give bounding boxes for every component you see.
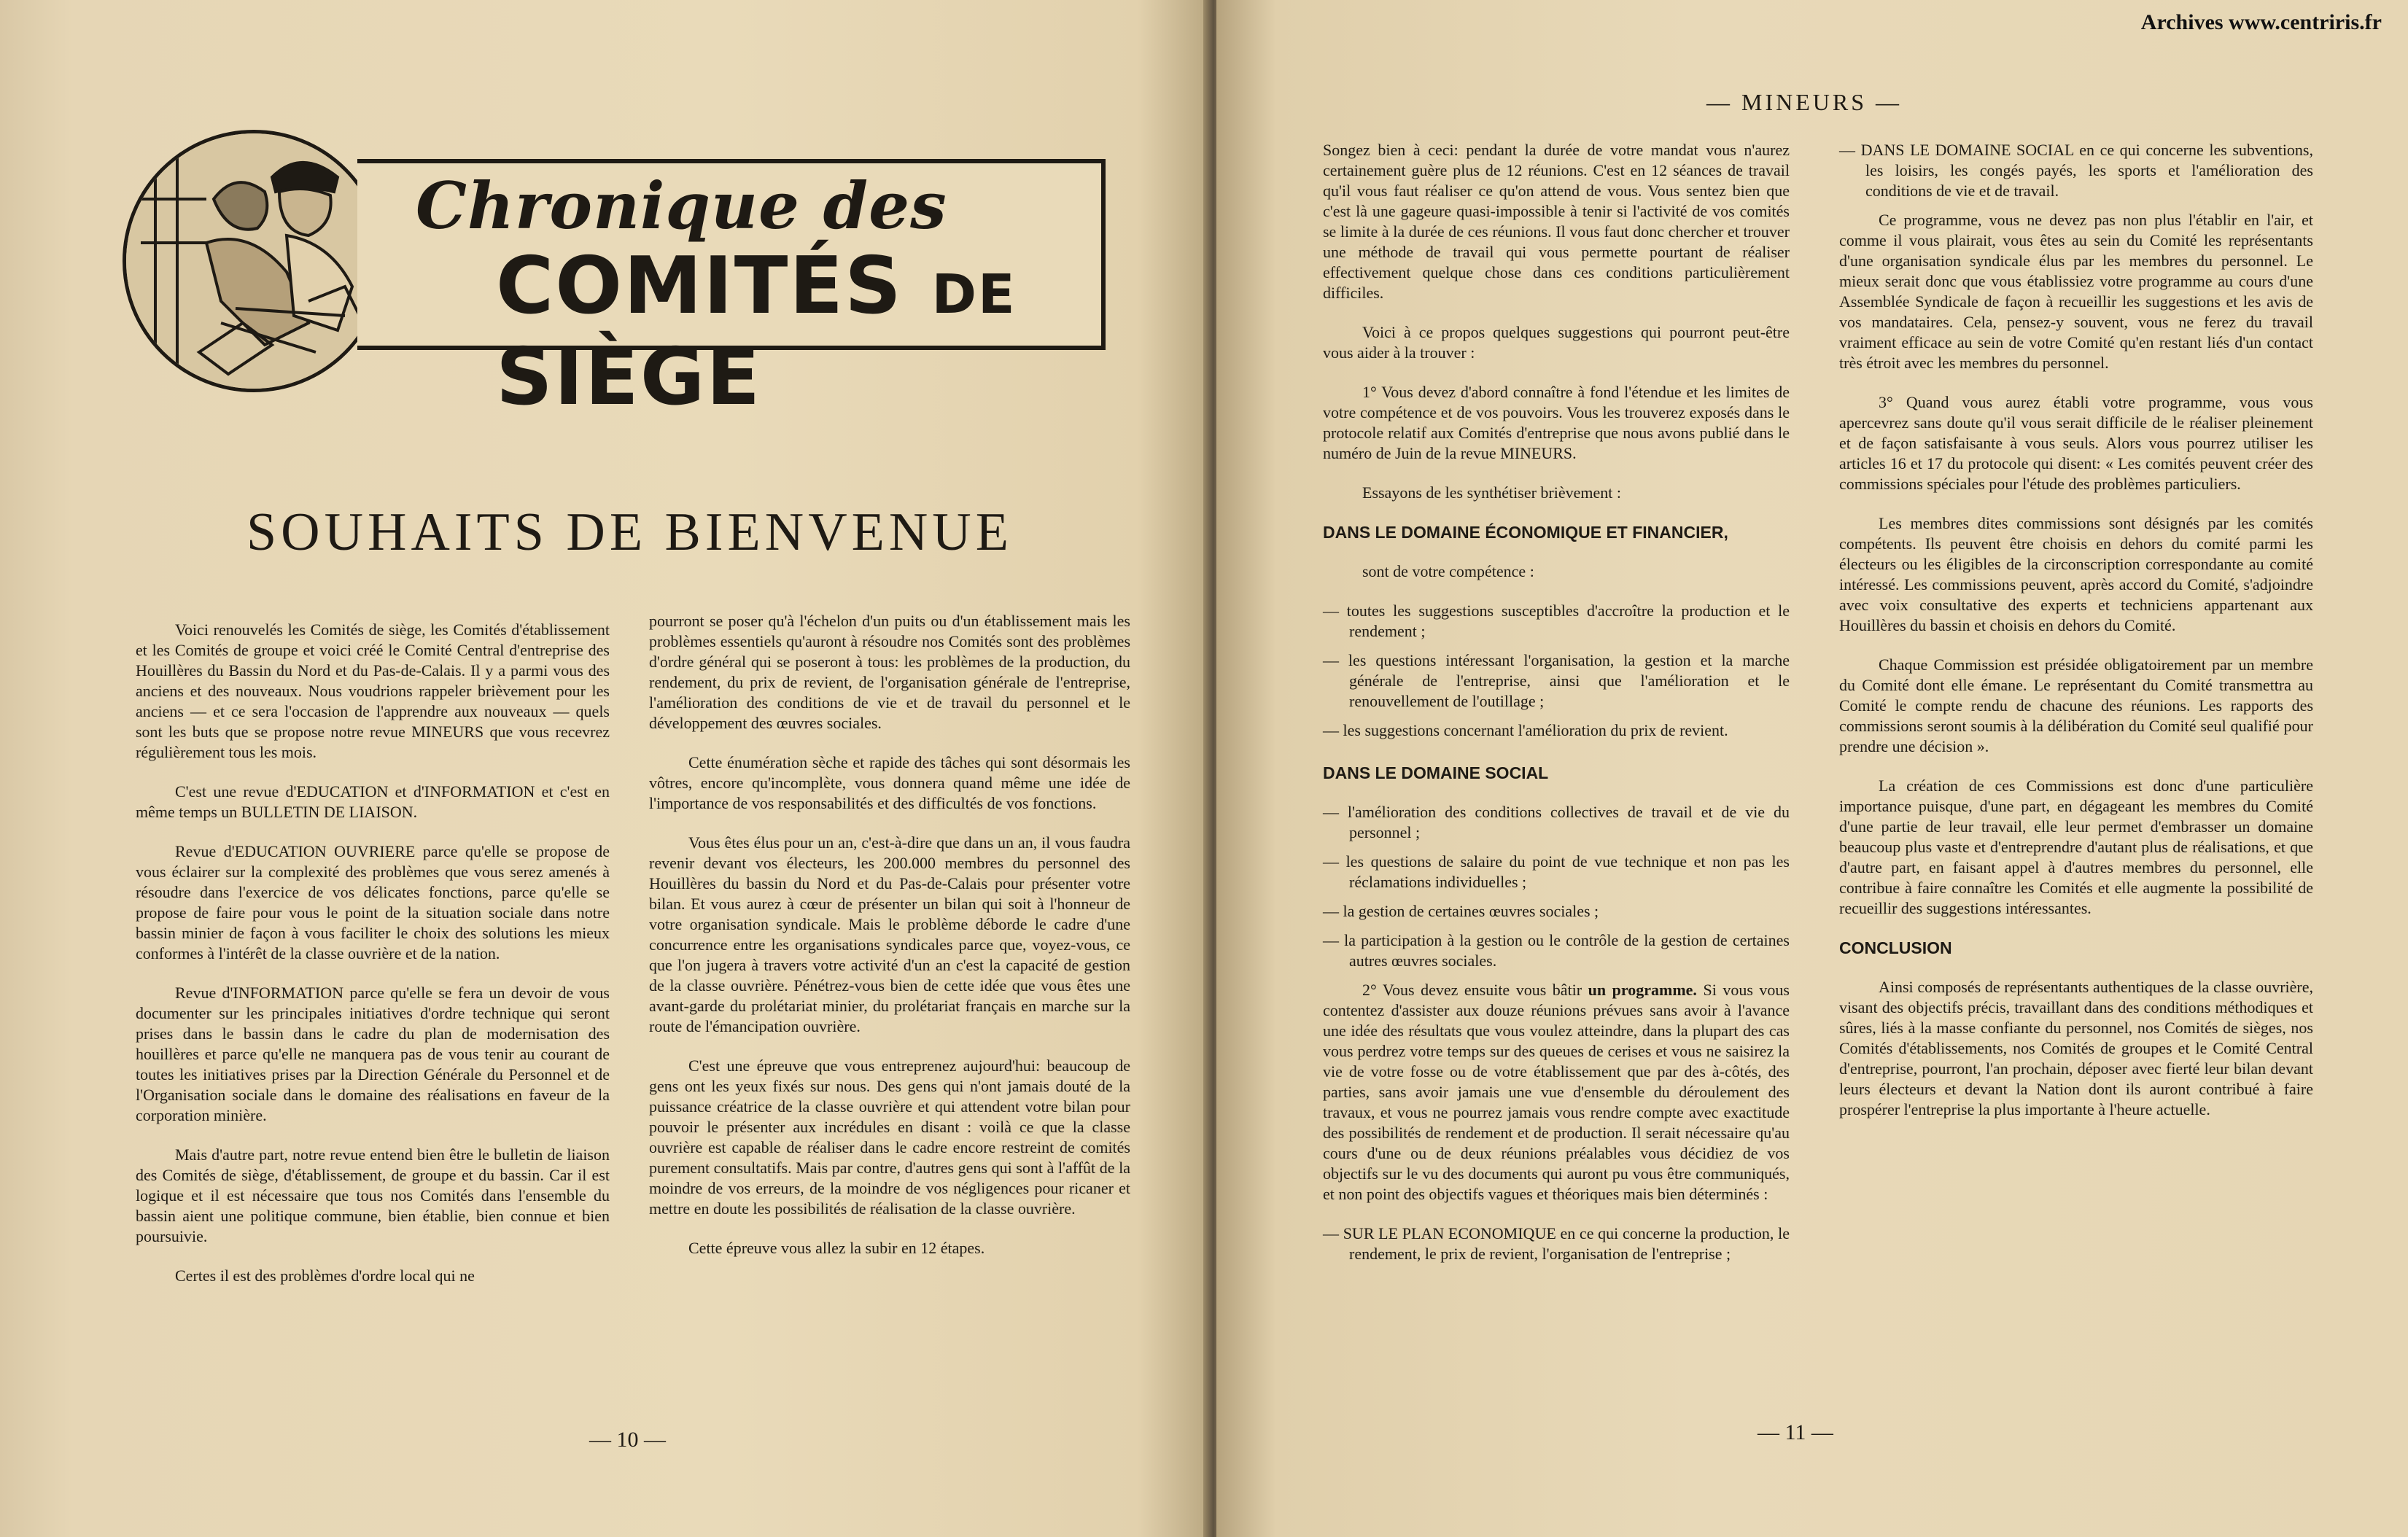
banner-script-title: Chronique des bbox=[416, 168, 947, 244]
paragraph: Cette épreuve vous allez la subir en 12 étapes. bbox=[688, 1239, 985, 1257]
paragraph: C'est une épreuve que vous entreprenez aujourd'hui: beaucoup de gens ont les yeux fixés sur nous. Des gens qui n'ont jamais douté de la puissance créatrice de la classe ouvrière et qui attendent votre bilan pour pouvoir le présenter aux incrédules en disant : voilà ce que la classe ouvrière est capable de réaliser dans le cadre encore restreint de comités purement consultatifs. Mais par contre, d'autres gens qui sont à l'affût de la moindre de vos erreurs, de la moindre de vos négligences pour ricaner et mettre en doute les possibilités de réalisation de la classe ouvrière. bbox=[649, 1057, 1130, 1218]
programme-rest: Si vous vous contentez d'assister aux douze réunions prévues sans avoir à l'avance une idée des résultats que vous voulez atteindre, dans la plupart des cas vous perdrez votre temps sur des queues de cerises et vous ne saisirez la vie de votre fosse ou de votre établissement que par des à-côtés, des parties, sans avoir jamais une vue d'ensemble du déroulement des travaux, et vous ne pourrez jamais vous rendre compte avec exactitude des possibilités de rendement et de production. Il serait nécessaire qu'au cours d'une ou de deux réunions préalables vous décidiez de vos objectifs sur le vu des documents qui auront pu vous être communiqués, et non point des objectifs vagues et théoriques mais bien déterminés : bbox=[1323, 981, 1790, 1203]
banner-word-siege: SIÈGE bbox=[496, 332, 762, 423]
paragraph: Certes il est des problèmes d'ordre local qui ne bbox=[175, 1266, 475, 1285]
section-heading-social: DANS LE DOMAINE SOCIAL bbox=[1323, 763, 1549, 782]
programme-lead: 2° Vous devez ensuite vous bâtir bbox=[1362, 981, 1582, 999]
paragraph: Vous êtes élus pour un an, c'est-à-dire que dans un an, il vous faudra revenir devant vos électeurs, les 200.000 membres du personnel des Houillères du bassin du Nord et du Pas-de-Calais pour présenter votre bilan. Et vous aurez à cœur de présenter un bilan qui soit à l'honneur de votre organisation syndicale. Mais le problème déborde le cadre d'une concurrence entre les organisations syndicales parce que, voyez-vous, ce que l'on jugera à travers votre activité d'un an c'est la capacité de gestion de la classe ouvrière. Pénétrez-vous bien de cette idée que vous êtes une avant-garde du prolétariat minier, du prolétariat français en marche sur la route de l'émancipation ouvrière. bbox=[649, 833, 1130, 1035]
list-item: — DANS LE DOMAINE SOCIAL en ce qui concerne les subventions, les loisirs, les congés payés, les sports et l'amélioration des conditions de vie et de travail. bbox=[1839, 141, 2313, 200]
conclusion-heading: CONCLUSION bbox=[1839, 938, 1952, 957]
list-item: — SUR LE PLAN ECONOMIQUE en ce qui concerne la production, le rendement, le prix de revient, l'organisation de l'entreprise ; bbox=[1323, 1224, 1790, 1263]
list-item: — la gestion de certaines œuvres sociales ; bbox=[1323, 902, 1599, 920]
paragraph: Ce programme, vous ne devez pas non plus l'établir en l'air, et comme il vous plairait, vous êtes au sein du Comité les représentants d'une organisation syndicale élus par les membres du personnel. Le mieux serait donc que vous établissiez votre programme au cours d'une Assemblée Syndicale de façon à recueillir les suggestions et les avis de vos mandataires. Cela, pensez-y souvent, vous ne ferez du travail vraiment efficace au sein de votre Comité qu'en restant liés d'un contact très étroit avec les membres du personnel. bbox=[1839, 211, 2313, 372]
banner-word-de: DE bbox=[931, 263, 1017, 326]
paragraph-programme bbox=[1323, 980, 1790, 1205]
paragraph: Les membres dites commissions sont désignés par les comités compétents. Ils peuvent être choisis en dehors du comité parmi les électeurs ou les éligibles de la circonscription correspondante au comité intéressé. Les commissions peuvent, après accord du Comité, s'adjoindre avec voix consultative des experts et techniciens appartenant aux Houillères du bassin et choisis en dehors du Comité. bbox=[1839, 514, 2313, 634]
right-column-1 bbox=[1323, 140, 1790, 1273]
right-column-2 bbox=[1839, 140, 2313, 1139]
paragraph: Mais d'autre part, notre revue entend bien être le bulletin de liaison des Comités de siège, d'établissement, de groupe et du bassin. Car il est logique et il est nécessaire que tous nos Comités dans l'ensemble du bassin aient une politique commune, bien établie, bien connue et bien poursuivie. bbox=[136, 1145, 610, 1245]
paragraph: Essayons de les synthétiser brièvement : bbox=[1362, 483, 1621, 502]
left-column-1 bbox=[136, 620, 610, 1305]
paragraph: 1° Vous devez d'abord connaître à fond l'étendue et les limites de votre compétence et de vos pouvoirs. Vous les trouverez exposés dans le protocole relatif aux Comités d'entreprise que nous avons publié dans le numéro de Juin de la revue MINEURS. bbox=[1323, 383, 1790, 462]
running-head: — MINEURS — bbox=[1706, 89, 1903, 115]
miners-drawing-icon bbox=[126, 133, 381, 389]
paragraph: pourront se poser qu'à l'échelon d'un puits ou d'un établissement mais les problèmes essentiels qu'auront à résoudre nos Comités sont des problèmes d'ordre général qui se poseront à tous: les problèmes de la production, du rendement, du prix de revient, de l'organisation générale de l'entreprise, l'amélioration des conditions de vie et de travail du personnel et le développement des œuvres sociales. bbox=[649, 612, 1130, 732]
section-subheading: sont de votre compétence : bbox=[1362, 562, 1534, 580]
page-number: — 11 — bbox=[1758, 1420, 1833, 1444]
list-item: — les suggestions concernant l'amélioration du prix de revient. bbox=[1323, 721, 1728, 739]
paragraph: Revue d'EDUCATION OUVRIERE parce qu'elle se propose de vous éclairer sur la complexité des problèmes que vous serez amenés à résoudre dans l'exercice de vos délicates fonctions, parce qu'elle se propose de faire pour vous le point de la situation sociale dans notre bassin minier de façon à vous faciliter le choix des solutions les mieux conformes à l'intérêt de la classe ouvrière et de la nation. bbox=[136, 842, 610, 962]
list-item: — la participation à la gestion ou le contrôle de la gestion de certaines autres œuvres sociales. bbox=[1323, 931, 1790, 970]
list-item: — l'amélioration des conditions collectives de travail et de vie du personnel ; bbox=[1323, 803, 1790, 841]
archive-watermark: Archives www.centriris.fr bbox=[2140, 10, 2382, 34]
list-item: — les questions de salaire du point de vue technique et non pas les réclamations individuelles ; bbox=[1323, 852, 1790, 891]
paragraph: Voici renouvelés les Comités de siège, les Comités d'établissement et les Comités de groupe et voici créé le Comité Central d'entreprise des Houillères du Bassin du Nord et du Pas-de-Calais. Il y a parmi vous des anciens et des nouveaux. Nous voudrions rappeler brièvement pour les anciens — et ce sera l'occasion de l'apprendre aux nouveaux — quels sont les buts que se propose notre revue MINEURS que vous recevrez régulièrement tous les mois. bbox=[136, 620, 610, 761]
programme-bold: un programme. bbox=[1588, 981, 1697, 999]
paragraph: Voici à ce propos quelques suggestions qui pourront peut-être vous aider à la trouver : bbox=[1323, 323, 1790, 362]
article-title: SOUHAITS DE BIENVENUE bbox=[246, 502, 1013, 562]
left-column-2 bbox=[649, 611, 1130, 1277]
banner-main-title bbox=[496, 241, 1211, 423]
paragraph: Ainsi composés de représentants authentiques de la classe ouvrière, visant des objectifs précis, travaillant dans des conditions méthodiques et sûres, liés à la masse confiante du personnel, nos Comités de sièges, nos Comités d'établissements, nos Comités de groupes et le Comité Central d'entreprise, pourront, l'an prochain, déposer avec fierté leur bilan devant leurs électeurs et devant la Nation dont ils auront contribué à faire prospérer l'entreprise la plus importante à l'heure actuelle. bbox=[1839, 978, 2313, 1118]
list-item: — toutes les suggestions susceptibles d'accroître la production et le rendement ; bbox=[1323, 602, 1790, 640]
banner-word-comites: COMITÉS bbox=[496, 241, 903, 332]
list-item: — les questions intéressant l'organisation, la gestion et la marche générale de l'entreprise, ainsi que l'amélioration et le renouvellement de l'outillage ; bbox=[1323, 651, 1790, 710]
miners-illustration bbox=[123, 130, 385, 392]
paragraph: Chaque Commission est présidée obligatoirement par un membre du Comité dont elle émane. Le représentant du Comité transmettra au Comité le compte rendu de chacune des réunions. Les rapports des commissions seront soumis à la délibération du Comité seul qualifié pour prendre une décision ». bbox=[1839, 655, 2313, 755]
section-heading-economic: DANS LE DOMAINE ÉCONOMIQUE ET FINANCIER, bbox=[1323, 523, 1728, 542]
paragraph: C'est une revue d'EDUCATION et d'INFORMATION et c'est en même temps un BULLETIN DE LIAISON. bbox=[136, 782, 610, 821]
page-number: — 10 — bbox=[589, 1428, 666, 1452]
paragraph: Cette énumération sèche et rapide des tâches qui sont désormais les vôtres, encore qu'incomplète, vous donnera quand même une idée de l'importance de vos responsabilités et des difficultés de vos fonctions. bbox=[649, 753, 1130, 812]
paragraph: Songez bien à ceci: pendant la durée de votre mandat vous n'aurez certainement guère plus de 12 réunions. C'est en 12 séances de travail qu'il vous faut réaliser ce qu'on attend de vous. Vous sentez bien que c'est là une gageure quasi-impossible à tenir si l'activité de vos comités se limite à la durée de ces réunions. Il vous faut donc chercher et trouver une méthode de travail qui vous permette pourtant de réaliser effectivement quelque chose dans ces conditions particulièrement difficiles. bbox=[1323, 141, 1790, 302]
paragraph: Revue d'INFORMATION parce qu'elle se fera un devoir de vous documenter sur les principales initiatives d'ordre technique qui seront prises dans le bassin dans le cadre du plan de modernisation des houillères et parce qu'elle ne manquera pas de vous tenir au courant de toutes les initiatives prises par la Direction Générale du Personnel et de l'Organisation sociale dans le domaine des réalisations en faveur de la corporation minière. bbox=[136, 984, 610, 1124]
paragraph: 3° Quand vous aurez établi votre programme, vous vous apercevrez sans doute qu'il vous serait difficile de le réaliser pleinement et de façon satisfaisante à vous seuls. Alors vous pourrez utiliser les articles 16 et 17 du protocole qui disent: « Les comités peuvent créer des commissions spéciales pour l'étude des problèmes particuliers. bbox=[1839, 393, 2313, 493]
paragraph: La création de ces Commissions est donc d'une particulière importance puisque, d'une part, en dégageant les membres du Comité d'une partie de leur travail, elle leur permet d'embrasser un domaine beaucoup plus vaste et d'entreprendre d'autant plus de réalisations, et que d'autre part, en faisant appel à d'autres membres du personnel, elle contribue à faire connaître les Comités et elle augmente la possibilité de recueillir des suggestions intéressantes. bbox=[1839, 777, 2313, 917]
